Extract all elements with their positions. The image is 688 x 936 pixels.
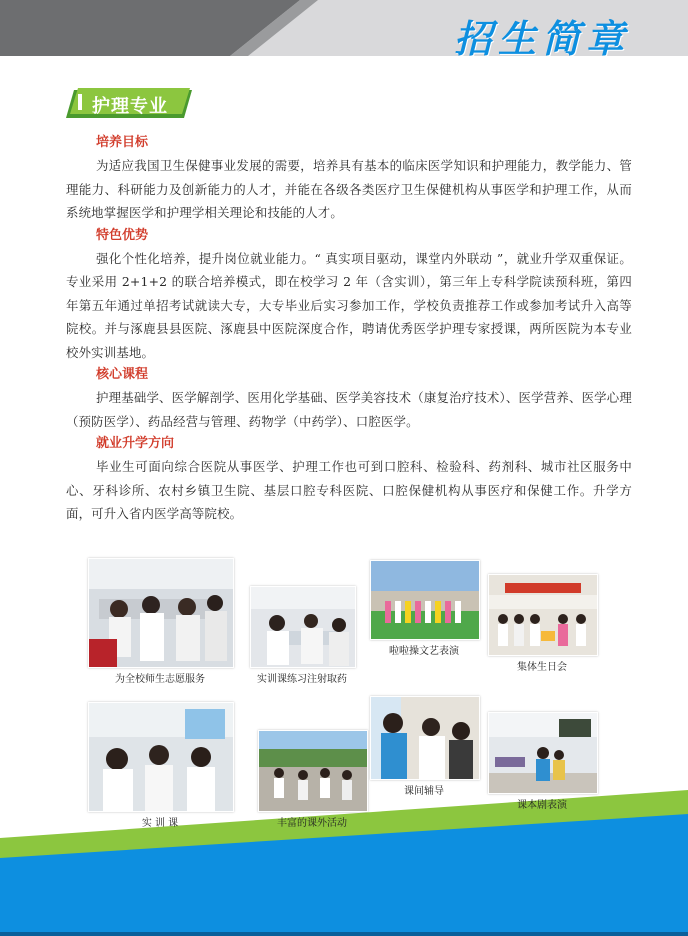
content-body: [66, 132, 632, 526]
photo-volunteer-service: [88, 558, 234, 668]
photo-textbook-drama: [488, 712, 598, 794]
photo-extracurricular: [258, 730, 368, 812]
caption-cheerleading: 啦啦操文艺表演: [389, 646, 459, 657]
caption-volunteer-service: 为全校师生志愿服务: [115, 674, 205, 685]
caption-birthday-party: 集体生日会: [517, 662, 567, 673]
caption-practical-class: 实 训 课: [141, 818, 179, 829]
caption-extracurricular: 丰富的课外活动: [277, 818, 347, 829]
photo-tutoring: [370, 696, 480, 780]
heading-training-goal: 培养目标: [96, 135, 149, 150]
heading-career-direction: 就业升学方向: [96, 436, 175, 451]
heading-features: 特色优势: [96, 227, 149, 243]
caption-tutoring: 课间辅导: [404, 786, 444, 797]
brochure-title: 招生简章: [453, 17, 630, 61]
section-tab: [66, 88, 192, 120]
photo-cheerleading: [370, 560, 480, 640]
section-title: 护理专业: [92, 96, 168, 117]
photo-practical-class: [88, 702, 234, 812]
caption-textbook-drama: 课本剧表演: [517, 800, 567, 811]
paragraph-features: 强化个性化培养，提升岗位就业能力。“ 真实项目驱动，课堂内外联动 ”，就业升学双重保证。专业采用 2+1+2 的联合培养模式，即在校学习 2 年（含实训），第三年上专科学院读预科班，第四年第五年通过单招考试就读大专，大专毕业后实习参加工作，学校负责推荐工作或参加考试升入高等院校。并与涿鹿县县医院、涿鹿县中医院深度合作，聘请优秀医学护理专家授课，两所医院为本专业校外实训基地。: [66, 250, 632, 360]
photo-birthday-party: [488, 574, 598, 656]
paragraph-core-courses: 护理基础学、医学解剖学、医用化学基础、医学美容技术（康复治疗技术）、医学营养、医学心理（预防医学）、药品经营与管理、药物学（中药学）、口腔医学。: [66, 390, 632, 429]
photo-injection-training: [250, 586, 356, 668]
paragraph-training-goal: 为适应我国卫生保健事业发展的需要，培养具有基本的临床医学知识和护理能力，教学能力、管理能力、科研能力及创新能力的人才，并能在各级各类医疗卫生保健机构从事医学和护理工作，从而系统地掌握医学和护理学相关理论和技能的人才。: [66, 158, 632, 220]
paragraph-career-direction: 毕业生可面向综合医院从事医学、护理工作也可到口腔科、检验科、药剂科、城市社区服务中心、牙科诊所、农村乡镇卫生院、基层口腔专科医院、口腔保健机构从事医疗和保健工作。升学方面，可升入省内医学高等院校。: [66, 459, 632, 521]
heading-core-courses: 核心课程: [96, 367, 149, 382]
caption-injection-training: 实训课练习注射取药: [257, 674, 347, 685]
